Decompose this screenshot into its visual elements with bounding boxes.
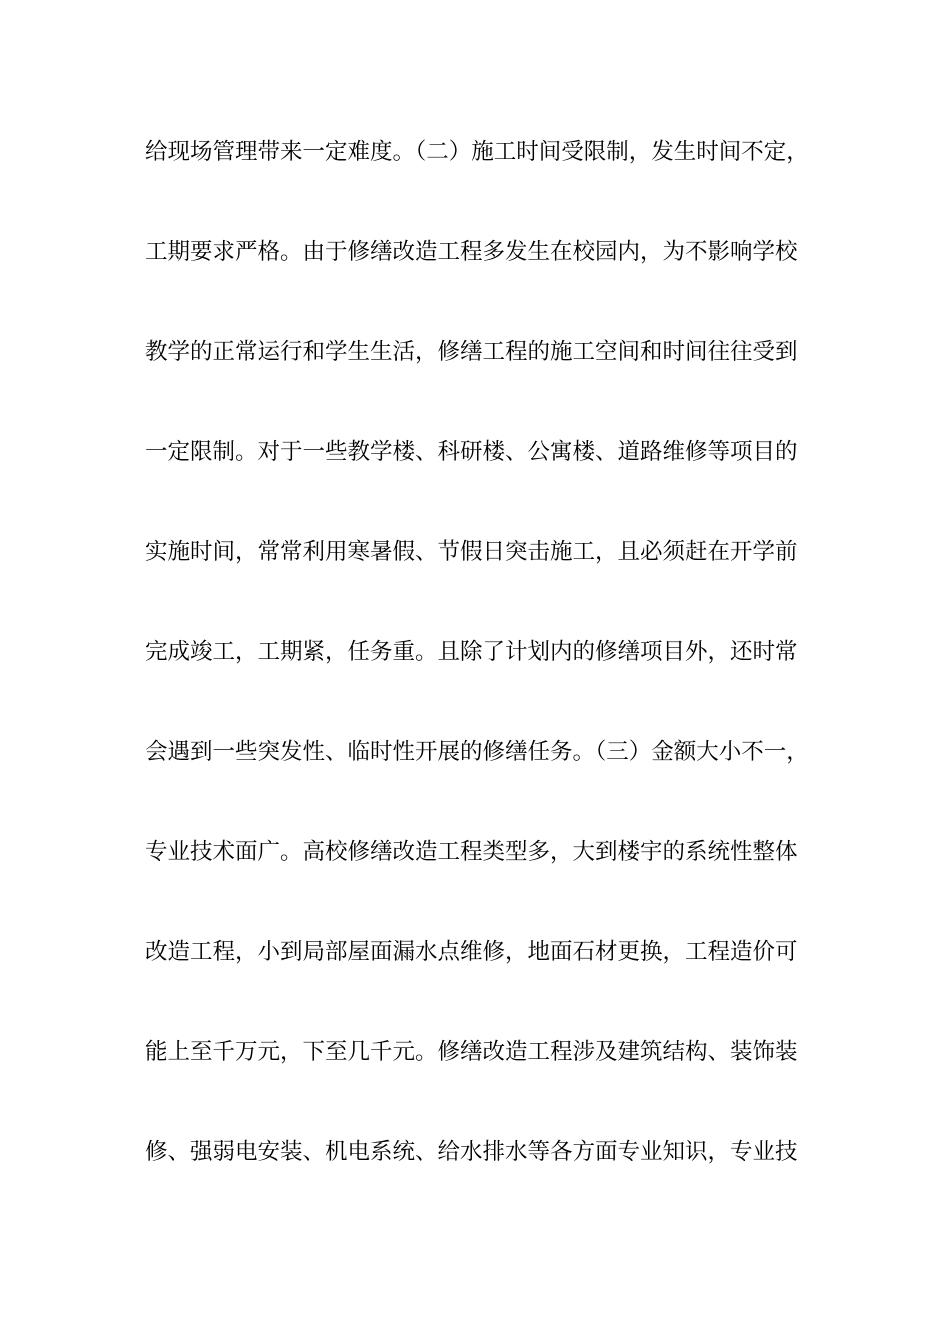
text-line: 能上至千万元，下至几千元。修缮改造工程涉及建筑结构、装饰装 <box>145 1039 798 1065</box>
text-line: 会遇到一些突发性、临时性开展的修缮任务。（三）金额大小不一， <box>145 739 809 765</box>
text-line: 完成竣工，工期紧，任务重。且除了计划内的修缮项目外，还时常 <box>145 639 798 665</box>
text-line: 一定限制。对于一些教学楼、科研楼、公寓楼、道路维修等项目的 <box>145 439 798 465</box>
text-line: 教学的正常运行和学生生活，修缮工程的施工空间和时间往往受到 <box>145 339 798 365</box>
text-line: 修、强弱电安装、机电系统、给水排水等各方面专业知识，专业技 <box>145 1139 798 1165</box>
text-line: 给现场管理带来一定难度。（二）施工时间受限制，发生时间不定， <box>145 139 809 165</box>
body-text <box>145 132 835 1232</box>
text-line: 专业技术面广。高校修缮改造工程类型多，大到楼宇的系统性整体 <box>145 839 798 865</box>
text-line: 改造工程，小到局部屋面漏水点维修，地面石材更换，工程造价可 <box>145 939 798 965</box>
text-line: 工期要求严格。由于修缮改造工程多发生在校园内，为不影响学校 <box>145 239 798 265</box>
text-line: 实施时间，常常利用寒暑假、节假日突击施工，且必须赶在开学前 <box>145 539 798 565</box>
